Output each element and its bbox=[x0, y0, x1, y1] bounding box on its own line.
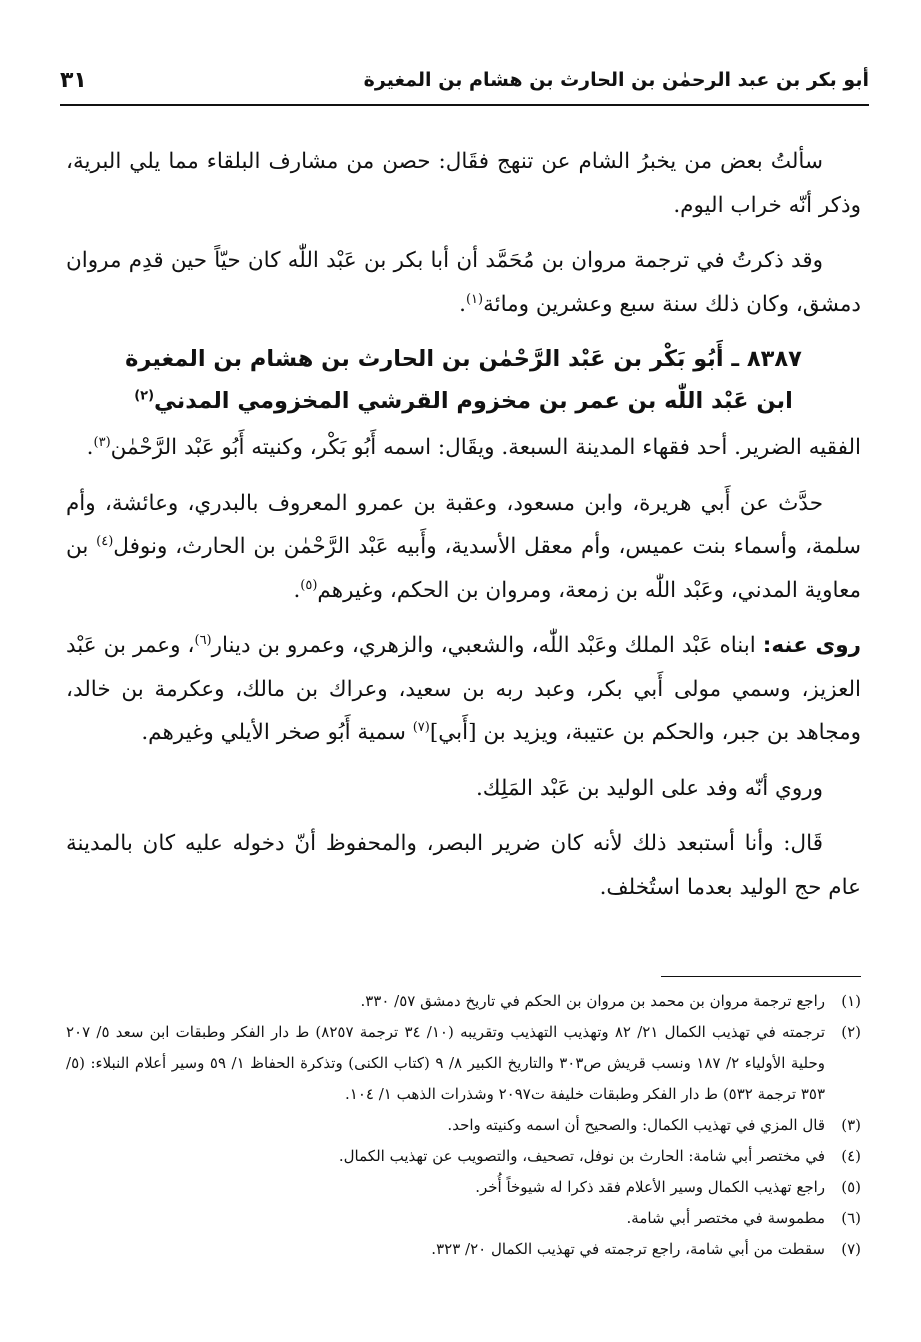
narrators-lead: روى عنه: bbox=[762, 633, 862, 658]
footnote-item bbox=[66, 1234, 861, 1265]
entry-heading-line-1: ٨٣٨٧ ـ أَبُو بَكْر بن عَبْد الرَّحْمٰن بن الحارث بن هشام بن المغيرة bbox=[125, 346, 802, 372]
page-number: ٣١ bbox=[60, 67, 87, 93]
footnote-item bbox=[66, 1203, 861, 1234]
footnote-item bbox=[66, 1110, 861, 1141]
footnote-number: (٣) bbox=[841, 1116, 861, 1134]
running-header bbox=[60, 62, 869, 98]
footnote-ref-5[interactable]: (٥) bbox=[300, 577, 318, 593]
paragraph-7: قَال: وأنا أستبعد ذلك لأنه كان ضرير البصر، والمحفوظ أنّ دخوله عليه كان بالمدينة عام حج الوليد بعدما استُخلف. bbox=[66, 831, 861, 900]
paragraph-4: حدَّث عن أَبي هريرة، وابن مسعود، وعقبة بن عمرو المعروف بالبدري، وعائشة، وأم سلمة، وأسماء بنت عميس، وأم معقل الأسدية، وأَبيه عَبْد الرَّحْمٰن بن الحارث، ونوفل$^{(٤)}$ بن معاوية المدني، وعَبْد اللّٰه بن زمعة، ومروان بن الحكم، وغيرهم$^{(٥)}$. bbox=[66, 490, 861, 603]
footnote-text: سقطت من أبي شامة، راجع ترجمته في تهذيب الكمال ٢٠/ ٣٢٣. bbox=[431, 1240, 825, 1258]
footnote-divider bbox=[661, 976, 861, 977]
footnote-ref-4[interactable]: (٤) bbox=[96, 533, 114, 549]
main-text bbox=[66, 140, 861, 921]
footnote-item bbox=[66, 986, 861, 1017]
footnote-text: ترجمته في تهذيب الكمال ٢١/ ٨٢ وتهذيب التهذيب وتقريبه (١٠/ ٣٤ ترجمة ٨٢٥٧) ط دار الفكر وطبقات ابن سعد ٥/ ٢٠٧ وحلية الأولياء ٢/ ١٨٧ ونسب قريش ص٣٠٣ والتاريخ الكبير ٨/ ٩ (كتاب الكنى) وتذكرة الحفاظ ١/ ٥٩ وسير أعلام النبلاء: (٥/ ٣٥٣ ترجمة ٥٣٢) ط دار الفكر وطبقات خليفة ت٢٠٩٧ وشذرات الذهب ١/ ١٠٤. bbox=[66, 1023, 825, 1103]
footnote-item bbox=[66, 1141, 861, 1172]
footnote-number: (٤) bbox=[841, 1147, 861, 1165]
footnote-number: (١) bbox=[841, 992, 861, 1010]
paragraph-6: وروي أنّه وفد على الوليد بن عَبْد المَلِك. bbox=[475, 775, 823, 801]
footnote-ref-6[interactable]: (٦) bbox=[194, 632, 212, 648]
footnotes-section bbox=[66, 986, 861, 1265]
footnote-item bbox=[66, 1017, 861, 1110]
footnote-text: راجع ترجمة مروان بن محمد بن مروان بن الحكم في تاريخ دمشق ٥٧/ ٣٣٠. bbox=[360, 992, 825, 1010]
footnote-number: (٢) bbox=[841, 1023, 861, 1041]
footnote-number: (٥) bbox=[841, 1178, 861, 1196]
paragraph-3: الفقيه الضرير. أحد فقهاء المدينة السبعة. ويقَال: اسمه أَبُو بَكْر، وكنيته أَبُو عَبْد الرَّحْمٰن$^{(٣)}$. bbox=[86, 434, 861, 460]
footnote-number: (٧) bbox=[841, 1240, 861, 1258]
paragraph-2: وقد ذكرتُ في ترجمة مروان بن مُحَمَّد أن أبا بكر بن عَبْد اللّٰه كان حيّاً حين قدِم مروان دمشق، وكان ذلك سنة سبع وعشرين ومائة$^{(١)}$. bbox=[66, 248, 861, 317]
footnote-item bbox=[66, 1172, 861, 1203]
footnote-text: في مختصر أبي شامة: الحارث بن نوفل، تصحيف، والتصويب عن تهذيب الكمال. bbox=[338, 1147, 825, 1165]
paragraph-5: روى عنه: ابناه عَبْد الملك وعَبْد اللّٰه، والشعبي، والزهري، وعمرو بن دينار$^{(٦)}$، وعمر بن عَبْد العزيز، وسمي مولى أَبي بكر، وعبد ربه بن سعيد، وعراك بن مالك، وعكرمة بن خالد، ومجاهد بن جبر، والحكم بن عتيبة، ويزيد بن [أَبي]$^{(٧)}$ سمية أَبُو صخر الأيلي وغيرهم. bbox=[66, 632, 862, 745]
header-divider bbox=[60, 104, 869, 106]
footnote-ref-1[interactable]: (١) bbox=[465, 291, 484, 307]
entry-heading-line-2: ابن عَبْد اللّٰه بن عمر بن مخزوم القرشي المخزومي المدني$^{(٢)}$ bbox=[134, 388, 793, 414]
footnote-ref-2[interactable]: (٢) bbox=[134, 388, 155, 404]
footnote-text: مطموسة في مختصر أبي شامة. bbox=[626, 1209, 825, 1227]
running-header-title: أبو بكر بن عبد الرحمٰن بن الحارث بن هشام بن المغيرة bbox=[363, 69, 869, 91]
footnote-ref-3[interactable]: (٣) bbox=[93, 434, 111, 450]
footnote-ref-7[interactable]: (٧) bbox=[412, 719, 430, 735]
footnote-text: قال المزي في تهذيب الكمال: والصحيح أن اسمه وكنيته واحد. bbox=[447, 1116, 825, 1134]
footnote-number: (٦) bbox=[841, 1209, 861, 1227]
entry-heading bbox=[66, 338, 861, 422]
paragraph-1: سألتُ بعض من يخبرُ الشام عن تنهج فقَال: حصن من مشارف البلقاء مما يلي البرية، وذكر أنّه خراب اليوم. bbox=[66, 149, 861, 218]
footnote-text: راجع تهذيب الكمال وسير الأعلام فقد ذكرا له شيوخاً أُخر. bbox=[475, 1178, 825, 1196]
